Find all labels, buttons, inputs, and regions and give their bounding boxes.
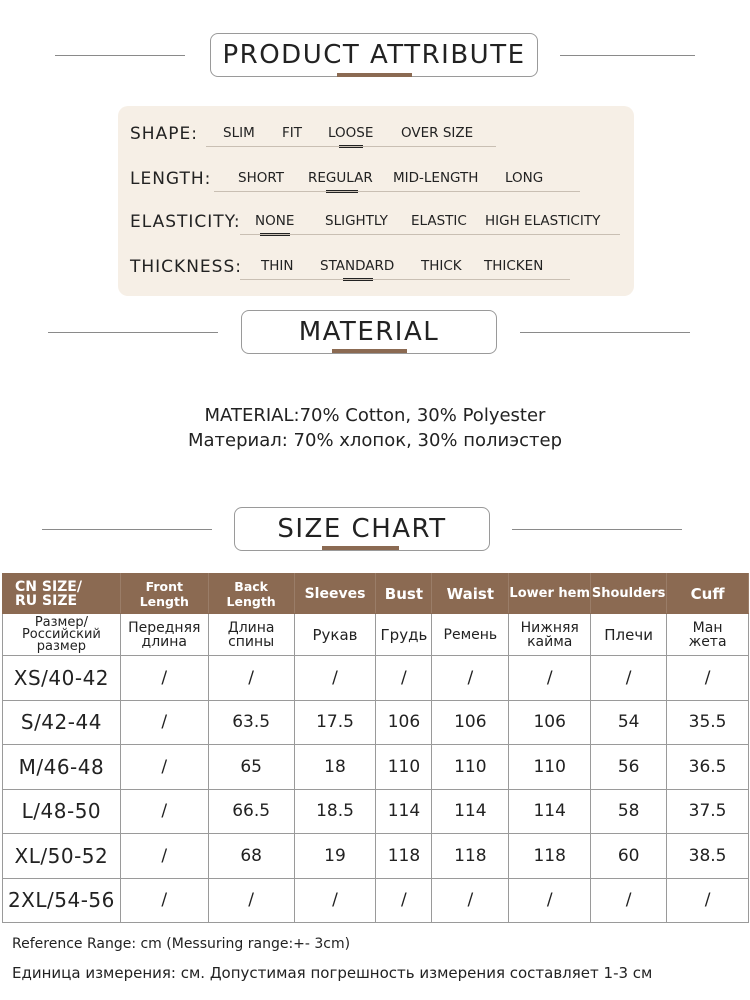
attribute-underline (206, 146, 496, 147)
divider-line-left (55, 55, 185, 56)
attribute-label: THICKNESS: (130, 257, 242, 277)
column-header: Shoulders (591, 574, 667, 614)
measurement-cell: 18.5 (294, 789, 376, 834)
attribute-option: ELASTIC (411, 213, 467, 229)
table-row (3, 656, 749, 701)
measurement-cell: 38.5 (667, 834, 749, 879)
table-body (3, 656, 749, 923)
measurement-cell: / (120, 789, 208, 834)
reference-note-ru: Единица измерения: см. Допустимая погрешность измерения составляет 1-3 см (12, 964, 653, 982)
attribute-option: SLIGHTLY (325, 213, 388, 229)
measurement-cell: 110 (432, 745, 509, 790)
attribute-panel (118, 106, 634, 296)
measurement-cell: / (294, 878, 376, 923)
measurement-cell: 66.5 (208, 789, 294, 834)
divider-line-right (560, 55, 695, 56)
material-header (0, 310, 750, 356)
measurement-cell: 106 (432, 700, 509, 745)
size-cell: 2XL/54-56 (3, 878, 121, 923)
column-header-ru: Рукав (294, 614, 376, 656)
attribute-option-selected: LOOSE (328, 125, 374, 141)
attribute-row-elasticity (118, 208, 634, 238)
measurement-cell: 118 (432, 834, 509, 879)
measurement-cell: 114 (376, 789, 432, 834)
column-header: CN SIZE/ RU SIZE (3, 574, 121, 614)
measurement-cell: / (120, 834, 208, 879)
product-attribute-header (0, 33, 750, 79)
column-header-ru: Передняя длина (120, 614, 208, 656)
column-header: Lower hem (509, 574, 591, 614)
column-header-ru: Нижняя кайма (509, 614, 591, 656)
measurement-cell: 65 (208, 745, 294, 790)
divider-line-right (520, 332, 690, 333)
column-header: Sleeves (294, 574, 376, 614)
measurement-cell: 110 (376, 745, 432, 790)
table-header-row (3, 574, 749, 614)
size-cell: S/42-44 (3, 700, 121, 745)
attribute-option: SLIM (223, 125, 255, 141)
size-chart-table (2, 573, 749, 923)
section-title: PRODUCT ATTRIBUTE (222, 40, 526, 70)
column-header: Waist (432, 574, 509, 614)
column-header-ru: Плечи (591, 614, 667, 656)
size-cell: M/46-48 (3, 745, 121, 790)
measurement-cell: / (376, 656, 432, 701)
title-underline (322, 546, 399, 550)
measurement-cell: 60 (591, 834, 667, 879)
measurement-cell: 114 (432, 789, 509, 834)
measurement-cell: 35.5 (667, 700, 749, 745)
size-chart-header (0, 507, 750, 553)
section-title: MATERIAL (298, 317, 440, 347)
column-header: Bust (376, 574, 432, 614)
table-row (3, 834, 749, 879)
section-title-box (234, 507, 490, 551)
attribute-label: LENGTH: (130, 169, 212, 189)
column-header-ru: Ман жета (667, 614, 749, 656)
measurement-cell: / (294, 656, 376, 701)
measurement-cell: 110 (509, 745, 591, 790)
attribute-option: HIGH ELASTICITY (485, 213, 601, 229)
measurement-cell: 63.5 (208, 700, 294, 745)
attribute-label: SHAPE: (130, 124, 198, 144)
column-header-ru: Ремень (432, 614, 509, 656)
section-title: SIZE CHART (277, 514, 447, 544)
title-underline (337, 73, 412, 77)
measurement-cell: / (120, 700, 208, 745)
measurement-cell: / (120, 745, 208, 790)
divider-line-left (42, 529, 212, 530)
attribute-underline (240, 279, 570, 280)
measurement-cell: 17.5 (294, 700, 376, 745)
material-text-en: MATERIAL:70% Cotton, 30% Polyester (204, 405, 546, 426)
table-row (3, 745, 749, 790)
measurement-cell: / (432, 656, 509, 701)
table-row (3, 700, 749, 745)
attribute-label: ELASTICITY: (130, 212, 241, 232)
column-header: Back Length (208, 574, 294, 614)
column-header: Cuff (667, 574, 749, 614)
table-row (3, 878, 749, 923)
attribute-option-selected: NONE (255, 213, 295, 229)
attribute-option: THICKEN (484, 258, 544, 274)
measurement-cell: 68 (208, 834, 294, 879)
table-row (3, 789, 749, 834)
measurement-cell: / (509, 878, 591, 923)
measurement-cell: / (432, 878, 509, 923)
attribute-row-thickness (118, 253, 634, 283)
measurement-cell: 54 (591, 700, 667, 745)
column-header: Front Length (120, 574, 208, 614)
section-title-box (210, 33, 538, 77)
measurement-cell: / (591, 878, 667, 923)
size-cell: L/48-50 (3, 789, 121, 834)
measurement-cell: 106 (376, 700, 432, 745)
material-text-ru: Материал: 70% хлопок, 30% полиэстер (187, 430, 563, 451)
attribute-option-selected: STANDARD (320, 258, 395, 274)
measurement-cell: 106 (509, 700, 591, 745)
attribute-option: THICK (421, 258, 462, 274)
size-cell: XL/50-52 (3, 834, 121, 879)
column-header-ru: Размер/ Российский размер (3, 614, 121, 656)
measurement-cell: 114 (509, 789, 591, 834)
attribute-option: MID-LENGTH (393, 170, 479, 186)
divider-line-left (48, 332, 218, 333)
divider-line-right (512, 529, 682, 530)
attribute-option: SHORT (238, 170, 284, 186)
reference-note-en: Reference Range: cm (Messuring range:+- 3cm) (12, 936, 351, 952)
section-title-box (241, 310, 497, 354)
measurement-cell: 18 (294, 745, 376, 790)
attribute-option: OVER SIZE (401, 125, 474, 141)
attribute-option: LONG (505, 170, 544, 186)
attribute-underline (240, 234, 620, 235)
measurement-cell: / (591, 656, 667, 701)
column-header-ru: Длина спины (208, 614, 294, 656)
size-cell: XS/40-42 (3, 656, 121, 701)
measurement-cell: 118 (509, 834, 591, 879)
measurement-cell: 58 (591, 789, 667, 834)
attribute-option-selected: REGULAR (308, 170, 373, 186)
column-header-ru: Грудь (376, 614, 432, 656)
attribute-row-shape (118, 120, 634, 150)
attribute-row-length (118, 165, 634, 195)
measurement-cell: / (667, 878, 749, 923)
measurement-cell: / (120, 656, 208, 701)
measurement-cell: 37.5 (667, 789, 749, 834)
title-underline (332, 349, 407, 353)
measurement-cell: 19 (294, 834, 376, 879)
measurement-cell: / (667, 656, 749, 701)
attribute-underline (214, 191, 580, 192)
measurement-cell: 36.5 (667, 745, 749, 790)
measurement-cell: / (208, 656, 294, 701)
measurement-cell: / (120, 878, 208, 923)
measurement-cell: 56 (591, 745, 667, 790)
attribute-option: FIT (282, 125, 302, 141)
measurement-cell: 118 (376, 834, 432, 879)
attribute-option: THIN (261, 258, 294, 274)
measurement-cell: / (509, 656, 591, 701)
table-header-row-ru (3, 614, 749, 656)
measurement-cell: / (208, 878, 294, 923)
measurement-cell: / (376, 878, 432, 923)
